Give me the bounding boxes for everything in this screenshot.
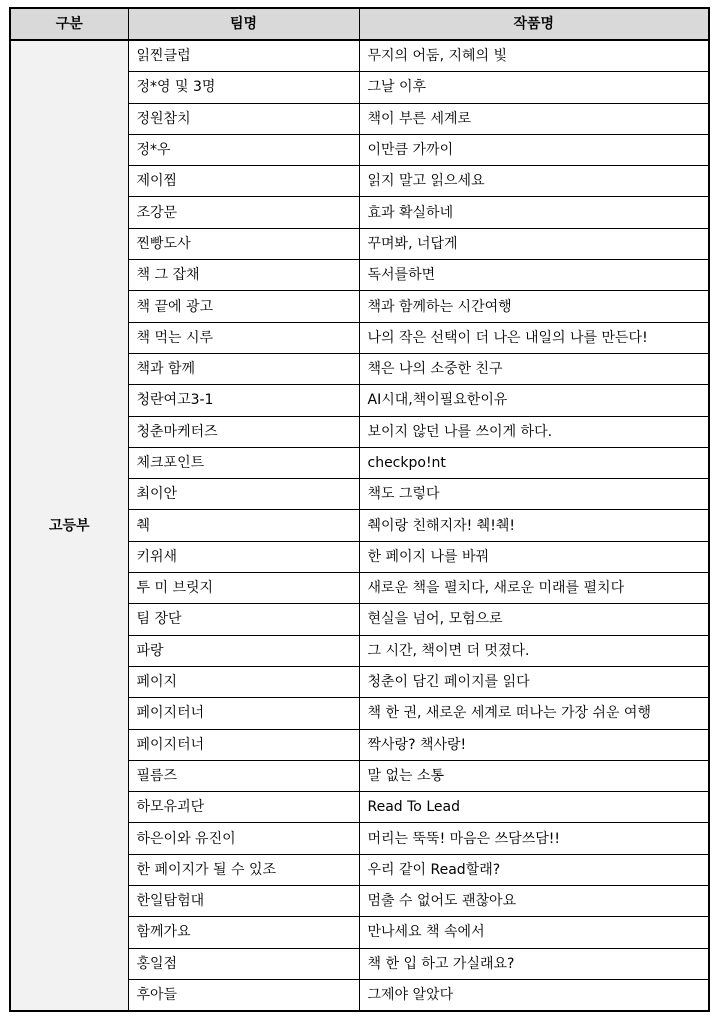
team-cell: 팀 장단 xyxy=(128,604,359,635)
work-cell: 한 페이지 나를 바꿔 xyxy=(359,541,709,572)
team-cell: 페이지터너 xyxy=(128,729,359,760)
table-body xyxy=(10,40,709,1011)
team-cell: 함께가요 xyxy=(128,917,359,948)
team-cell: 청란여고3-1 xyxy=(128,385,359,416)
work-cell: 우리 같이 Read할래? xyxy=(359,854,709,885)
work-cell: 그제야 알았다 xyxy=(359,979,709,1011)
work-cell: 효과 확실하네 xyxy=(359,197,709,228)
team-cell: 한 페이지가 될 수 있조 xyxy=(128,854,359,885)
team-cell: 읽찐클럽 xyxy=(128,40,359,72)
work-cell: 책 한 입 하고 가실래요? xyxy=(359,948,709,979)
work-cell: 보이지 않던 나를 쓰이게 하다. xyxy=(359,416,709,447)
work-cell: 책은 나의 소중한 친구 xyxy=(359,353,709,384)
team-cell: 정원참치 xyxy=(128,103,359,134)
team-cell: 정*영 및 3명 xyxy=(128,72,359,103)
work-cell: 독서를하면 xyxy=(359,260,709,291)
team-cell: 파랑 xyxy=(128,635,359,666)
team-cell: 필름즈 xyxy=(128,760,359,791)
team-cell: 체크포인트 xyxy=(128,447,359,478)
work-cell: 무지의 어둠, 지혜의 빛 xyxy=(359,40,709,72)
work-cell: 현실을 넘어, 모험으로 xyxy=(359,604,709,635)
team-cell: 하모유괴단 xyxy=(128,792,359,823)
team-cell: 책과 함께 xyxy=(128,353,359,384)
header-team: 팀명 xyxy=(128,8,359,40)
entries-table-wrapper xyxy=(9,7,710,1012)
header-work: 작품명 xyxy=(359,8,709,40)
team-cell: 찐빵도사 xyxy=(128,228,359,259)
work-cell: Read To Lead xyxy=(359,792,709,823)
table-row xyxy=(10,40,709,72)
work-cell: 책이 부른 세계로 xyxy=(359,103,709,134)
work-cell: 그 시간, 책이면 더 멋졌다. xyxy=(359,635,709,666)
header-row xyxy=(10,8,709,40)
team-cell: 최이안 xyxy=(128,479,359,510)
work-cell: 읽지 말고 읽으세요 xyxy=(359,166,709,197)
team-cell: 하은이와 유진이 xyxy=(128,823,359,854)
team-cell: 투 미 브릿지 xyxy=(128,573,359,604)
work-cell: 나의 작은 선택이 더 나은 내일의 나를 만든다! xyxy=(359,322,709,353)
work-cell: 췍이랑 친해지자! 췍!췍! xyxy=(359,510,709,541)
team-cell: 한일탐험대 xyxy=(128,886,359,917)
team-cell: 조강문 xyxy=(128,197,359,228)
work-cell: 머리는 뚝뚝! 마음은 쓰담쓰담!! xyxy=(359,823,709,854)
work-cell: 책 한 권, 새로운 세계로 떠나는 가장 쉬운 여행 xyxy=(359,698,709,729)
group-cell: 고등부 xyxy=(10,40,128,1011)
work-cell: 청춘이 담긴 페이지를 읽다 xyxy=(359,666,709,697)
entries-table xyxy=(9,7,710,1012)
team-cell: 청춘마케터즈 xyxy=(128,416,359,447)
work-cell: 새로운 책을 펼치다, 새로운 미래를 펼치다 xyxy=(359,573,709,604)
work-cell: 만나세요 책 속에서 xyxy=(359,917,709,948)
work-cell: AI시대,책이필요한이유 xyxy=(359,385,709,416)
work-cell: 짝사랑? 책사랑! xyxy=(359,729,709,760)
work-cell: 멈출 수 없어도 괜찮아요 xyxy=(359,886,709,917)
work-cell: 그날 이후 xyxy=(359,72,709,103)
team-cell: 책 그 잡채 xyxy=(128,260,359,291)
team-cell: 췍 xyxy=(128,510,359,541)
work-cell: 꾸며봐, 너답게 xyxy=(359,228,709,259)
team-cell: 키위새 xyxy=(128,541,359,572)
team-cell: 제이찜 xyxy=(128,166,359,197)
team-cell: 후아들 xyxy=(128,979,359,1011)
team-cell: 책 끝에 광고 xyxy=(128,291,359,322)
team-cell: 페이지터너 xyxy=(128,698,359,729)
team-cell: 페이지 xyxy=(128,666,359,697)
work-cell: 책과 함께하는 시간여행 xyxy=(359,291,709,322)
work-cell: 책도 그렇다 xyxy=(359,479,709,510)
work-cell: 이만큼 가까이 xyxy=(359,134,709,165)
team-cell: 정*우 xyxy=(128,134,359,165)
header-category: 구분 xyxy=(10,8,128,40)
team-cell: 홍일점 xyxy=(128,948,359,979)
team-cell: 책 먹는 시루 xyxy=(128,322,359,353)
work-cell: checkpo!nt xyxy=(359,447,709,478)
work-cell: 말 없는 소통 xyxy=(359,760,709,791)
